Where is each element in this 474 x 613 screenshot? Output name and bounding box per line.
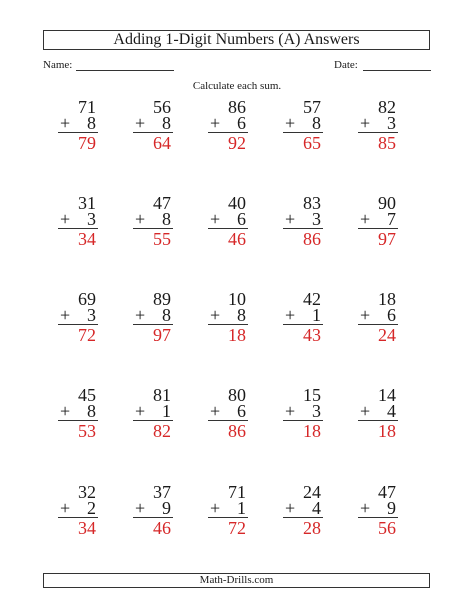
addend-bottom: 3 <box>312 401 321 421</box>
addition-problem <box>212 483 246 545</box>
addend-bottom: 6 <box>237 209 246 229</box>
plus-sign: + <box>360 401 371 421</box>
addition-problem <box>62 194 96 256</box>
addend-top: 82 <box>378 97 396 117</box>
addend-top: 15 <box>303 385 321 405</box>
addition-problem <box>287 98 321 160</box>
addition-problem <box>137 98 171 160</box>
addition-problem <box>212 290 246 352</box>
answer: 18 <box>303 421 321 441</box>
plus-sign: + <box>135 498 146 518</box>
addend-top: 71 <box>228 482 246 502</box>
plus-sign: + <box>360 305 371 325</box>
answer: 28 <box>303 518 321 538</box>
addition-problem <box>137 290 171 352</box>
worksheet-title: Adding 1-Digit Numbers (A) Answers <box>43 30 430 50</box>
footer: Math-Drills.com <box>43 573 430 588</box>
answer: 34 <box>78 229 96 249</box>
addend-top: 56 <box>153 97 171 117</box>
addition-problem <box>62 386 96 448</box>
addend-bottom: 8 <box>162 113 171 133</box>
addition-problem <box>287 194 321 256</box>
addition-problem <box>137 483 171 545</box>
addend-top: 45 <box>78 385 96 405</box>
addend-top: 83 <box>303 193 321 213</box>
answer: 72 <box>78 325 96 345</box>
answer: 34 <box>78 518 96 538</box>
addend-bottom: 4 <box>312 498 321 518</box>
answer: 18 <box>378 421 396 441</box>
answer: 85 <box>378 133 396 153</box>
answer: 86 <box>303 229 321 249</box>
addend-top: 86 <box>228 97 246 117</box>
answer: 24 <box>378 325 396 345</box>
addend-bottom: 8 <box>87 401 96 421</box>
answer: 97 <box>153 325 171 345</box>
addend-bottom: 6 <box>237 401 246 421</box>
problem-grid <box>50 98 430 578</box>
name-field-line <box>76 70 174 71</box>
addend-bottom: 2 <box>87 498 96 518</box>
addend-bottom: 1 <box>237 498 246 518</box>
addend-bottom: 3 <box>87 209 96 229</box>
answer: 56 <box>378 518 396 538</box>
addition-problem <box>137 194 171 256</box>
addend-top: 90 <box>378 193 396 213</box>
answer: 97 <box>378 229 396 249</box>
plus-sign: + <box>210 305 221 325</box>
name-label: Name: <box>43 59 73 71</box>
answer: 18 <box>228 325 246 345</box>
addend-bottom: 8 <box>162 305 171 325</box>
answer: 46 <box>228 229 246 249</box>
addition-problem <box>212 98 246 160</box>
addend-top: 24 <box>303 482 321 502</box>
plus-sign: + <box>360 498 371 518</box>
date-label: Date: <box>334 59 358 71</box>
addend-top: 57 <box>303 97 321 117</box>
addition-problem <box>287 483 321 545</box>
instructions: Calculate each sum. <box>192 80 282 92</box>
addition-problem <box>137 386 171 448</box>
plus-sign: + <box>285 498 296 518</box>
plus-sign: + <box>135 401 146 421</box>
addition-problem <box>362 194 396 256</box>
addition-problem <box>287 290 321 352</box>
addition-problem <box>362 98 396 160</box>
answer: 72 <box>228 518 246 538</box>
plus-sign: + <box>285 401 296 421</box>
addend-bottom: 6 <box>387 305 396 325</box>
answer: 86 <box>228 421 246 441</box>
answer: 65 <box>303 133 321 153</box>
plus-sign: + <box>135 113 146 133</box>
addend-bottom: 7 <box>387 209 396 229</box>
answer: 92 <box>228 133 246 153</box>
addend-top: 69 <box>78 289 96 309</box>
addend-top: 32 <box>78 482 96 502</box>
addition-problem <box>62 483 96 545</box>
addition-problem <box>287 386 321 448</box>
plus-sign: + <box>285 305 296 325</box>
addend-bottom: 3 <box>87 305 96 325</box>
addition-problem <box>62 290 96 352</box>
addend-bottom: 8 <box>312 113 321 133</box>
plus-sign: + <box>60 113 71 133</box>
plus-sign: + <box>210 209 221 229</box>
addend-bottom: 3 <box>387 113 396 133</box>
answer: 64 <box>153 133 171 153</box>
plus-sign: + <box>360 113 371 133</box>
plus-sign: + <box>135 305 146 325</box>
addend-bottom: 8 <box>162 209 171 229</box>
addend-top: 47 <box>153 193 171 213</box>
addend-bottom: 3 <box>312 209 321 229</box>
addend-top: 14 <box>378 385 396 405</box>
addend-top: 80 <box>228 385 246 405</box>
answer: 79 <box>78 133 96 153</box>
answer: 43 <box>303 325 321 345</box>
plus-sign: + <box>60 305 71 325</box>
addend-bottom: 1 <box>312 305 321 325</box>
addend-top: 71 <box>78 97 96 117</box>
plus-sign: + <box>210 498 221 518</box>
addend-top: 47 <box>378 482 396 502</box>
addend-bottom: 6 <box>237 113 246 133</box>
addend-bottom: 9 <box>387 498 396 518</box>
addend-top: 42 <box>303 289 321 309</box>
plus-sign: + <box>60 401 71 421</box>
plus-sign: + <box>135 209 146 229</box>
plus-sign: + <box>210 113 221 133</box>
addition-problem <box>62 98 96 160</box>
addend-bottom: 8 <box>237 305 246 325</box>
answer: 55 <box>153 229 171 249</box>
addend-top: 81 <box>153 385 171 405</box>
answer: 46 <box>153 518 171 538</box>
addend-top: 18 <box>378 289 396 309</box>
addition-problem <box>212 386 246 448</box>
addition-problem <box>212 194 246 256</box>
addend-top: 89 <box>153 289 171 309</box>
date-field-line <box>363 70 431 71</box>
addend-top: 31 <box>78 193 96 213</box>
addend-bottom: 8 <box>87 113 96 133</box>
addend-bottom: 4 <box>387 401 396 421</box>
addition-problem <box>362 483 396 545</box>
addend-top: 37 <box>153 482 171 502</box>
plus-sign: + <box>285 209 296 229</box>
addition-problem <box>362 386 396 448</box>
addend-top: 10 <box>228 289 246 309</box>
addend-top: 40 <box>228 193 246 213</box>
plus-sign: + <box>285 113 296 133</box>
plus-sign: + <box>210 401 221 421</box>
addend-bottom: 9 <box>162 498 171 518</box>
addition-problem <box>362 290 396 352</box>
plus-sign: + <box>60 209 71 229</box>
plus-sign: + <box>360 209 371 229</box>
addend-bottom: 1 <box>162 401 171 421</box>
plus-sign: + <box>60 498 71 518</box>
answer: 53 <box>78 421 96 441</box>
answer: 82 <box>153 421 171 441</box>
